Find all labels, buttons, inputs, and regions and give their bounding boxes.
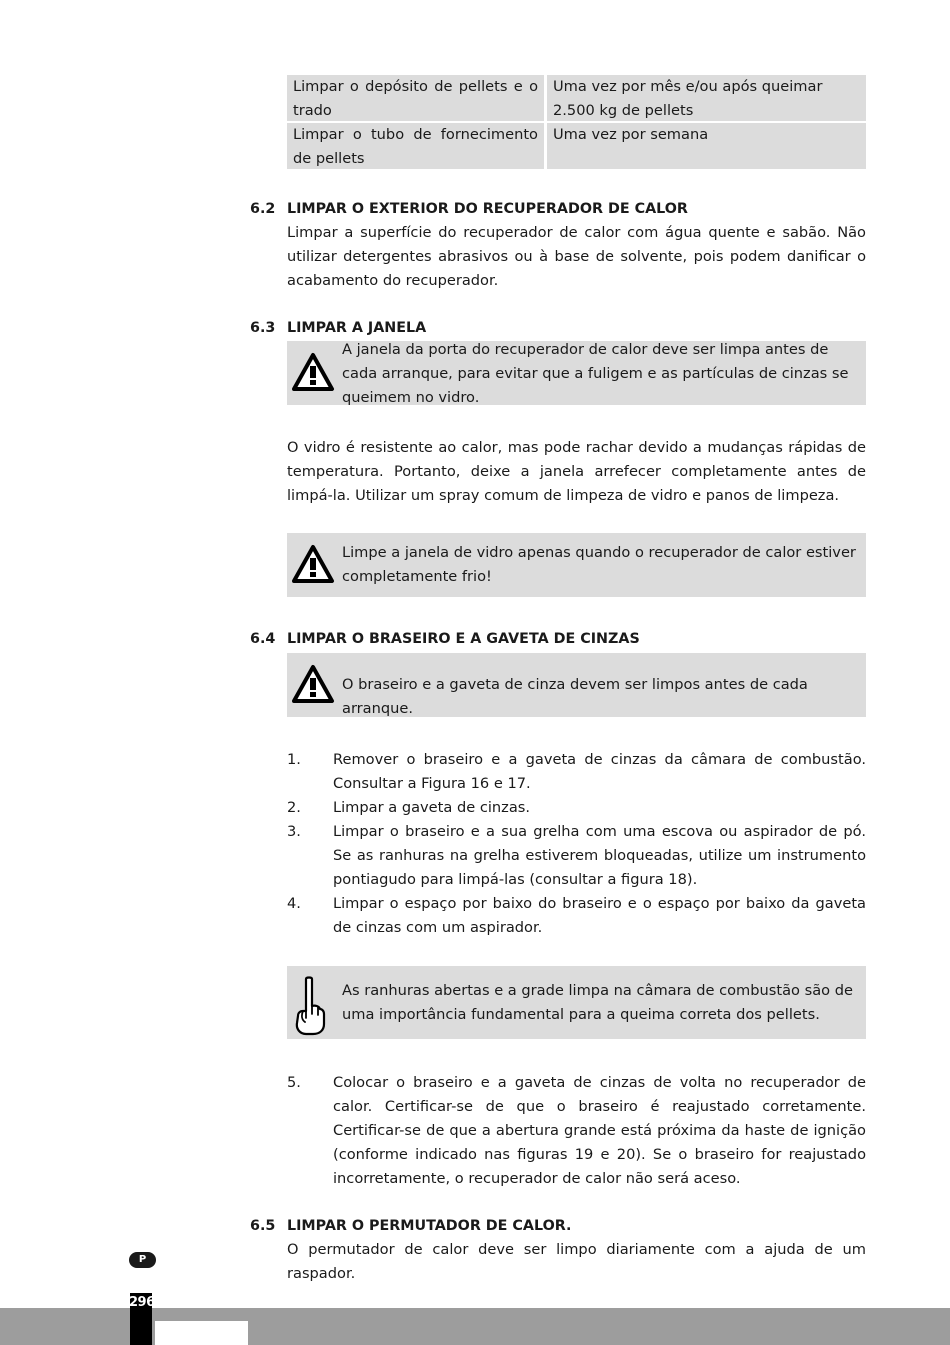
warning-box [287,653,866,717]
warning-triangle-icon [291,352,335,392]
list-item-text: Limpar a gaveta de cinzas. [333,799,531,816]
list-item-number: 3. [287,823,301,840]
list-item-number: 4. [287,895,301,912]
section-paragraph: O vidro é resistente ao calor, mas pode rachar devido a mudanças rápidas de temperatura. Portanto, deixe a janela arrefecer completamente antes de limpá-la. Utilizar um spray comum de limpeza de vidro e panos de limpeza. [287,439,866,504]
warning-triangle-icon [291,664,335,704]
page-number: 296 [129,1295,155,1310]
warning-triangle-icon [291,544,335,584]
table-cell-frequency: Uma vez por mês e/ou após queimar 2.500 kg de pellets [547,75,866,121]
section-paragraph: O permutador de calor deve ser limpo diariamente com a ajuda de um raspador. [287,1241,866,1282]
section-number: 6.3 [250,320,276,336]
list-item-number: 5. [287,1074,301,1091]
maintenance-table [287,75,866,171]
table-cell-frequency: Uma vez por semana [547,123,866,169]
footer-label-area [155,1321,248,1345]
table-cell-task: Limpar o depósito de pellets e o trado [287,75,544,121]
list-item-number: 1. [287,751,301,768]
list-item-text: Limpar o espaço por baixo do braseiro e o espaço por baixo da gaveta de cinzas com um aspirador. [333,895,866,936]
warning-text: Limpe a janela de vidro apenas quando o recuperador de calor estiver completamente frio! [342,544,856,585]
note-box [287,966,866,1039]
note-text: As ranhuras abertas e a grade limpa na câmara de combustão são de uma importância fundamental para a queima correta dos pellets. [342,982,853,1023]
section-heading: LIMPAR A JANELA [287,320,427,336]
pointing-hand-icon [293,976,327,1036]
section-heading: LIMPAR O EXTERIOR DO RECUPERADOR DE CALOR [287,201,688,217]
section-heading: LIMPAR O PERMUTADOR DE CALOR. [287,1218,572,1234]
section-paragraph: Limpar a superfície do recuperador de calor com água quente e sabão. Não utilizar detergentes abrasivos ou à base de solvente, pois podem danificar o acabamento do recuperador. [287,224,866,289]
list-item-number: 2. [287,799,301,816]
list-item-text: Remover o braseiro e a gaveta de cinzas da câmara de combustão. Consultar a Figura 16 e 17. [333,751,866,792]
warning-box [287,341,866,405]
section-number: 6.4 [250,631,276,647]
list-item-text: Limpar o braseiro e a sua grelha com uma escova ou aspirador de pó. Se as ranhuras na grelha estiverem bloqueadas, utilize um instrumento pontiagudo para limpá-las (consultar a figura 18). [333,823,866,888]
section-number: 6.2 [250,201,276,217]
warning-box [287,533,866,597]
table-row [287,123,866,169]
table-cell-task: Limpar o tubo de fornecimento de pellets [287,123,544,169]
table-row [287,75,866,121]
warning-text: A janela da porta do recuperador de calor deve ser limpa antes de cada arranque, para evitar que a fuligem e as partículas de cinzas se queimem no vidro. [342,341,849,406]
section-heading: LIMPAR O BRASEIRO E A GAVETA DE CINZAS [287,631,640,647]
list-item-text: Colocar o braseiro e a gaveta de cinzas de volta no recuperador de calor. Certificar-se de que o braseiro é reajustado corretamente. Certificar-se de que a abertura grande está próxima da haste de ignição (conforme indicado nas figuras 19 e 20). Se o braseiro for reajustado incorretamente, o recuperador de calor não será aceso. [333,1074,866,1187]
warning-text: O braseiro e a gaveta de cinza devem ser limpos antes de cada arranque. [342,676,808,717]
language-badge: P [129,1252,156,1268]
section-number: 6.5 [250,1218,276,1234]
